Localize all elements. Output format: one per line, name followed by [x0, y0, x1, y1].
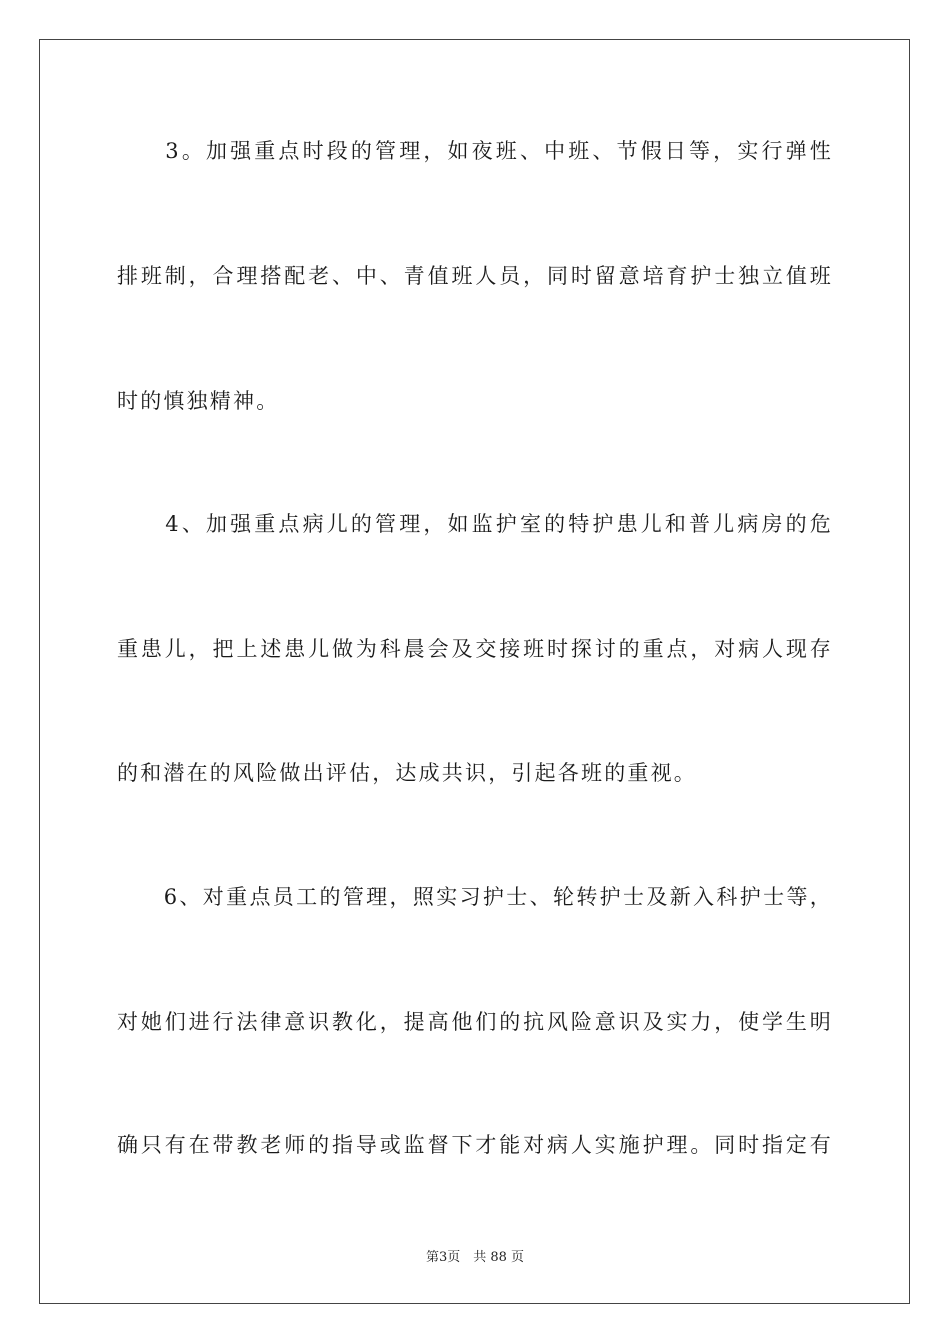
- paragraph-4-line-3: 的和潜在的风险做出评估，达成共识，引起各班的重视。: [117, 761, 697, 785]
- paragraph-6-line-3: 确只有在带教老师的指导或监督下才能对病人实施护理。同时指定有: [117, 1133, 833, 1157]
- page-footer: [0, 1246, 950, 1265]
- page-border: [39, 39, 910, 1304]
- paragraph-3-line-2: 排班制，合理搭配老、中、青值班人员，同时留意培育护士独立值班: [117, 264, 833, 288]
- paragraph-3-line-3: 时的慎独精神。: [117, 389, 280, 413]
- paragraph-4-line-1: 4、加强重点病儿的管理，如监护室的特护患儿和普儿病房的危: [117, 512, 833, 536]
- page-number-label: 第3页 共 88 页: [425, 1250, 525, 1265]
- paragraph-6-line-2: 对她们进行法律意识教化，提高他们的抗风险意识及实力，使学生明: [117, 1010, 833, 1034]
- paragraph-3-line-1: 3。加强重点时段的管理，如夜班、中班、节假日等，实行弹性: [117, 139, 833, 163]
- paragraph-6-line-1: 6、对重点员工的管理，照实习护士、轮转护士及新入科护士等，: [117, 885, 833, 909]
- paragraph-4-line-2: 重患儿，把上述患儿做为科晨会及交接班时探讨的重点，对病人现存: [117, 637, 833, 661]
